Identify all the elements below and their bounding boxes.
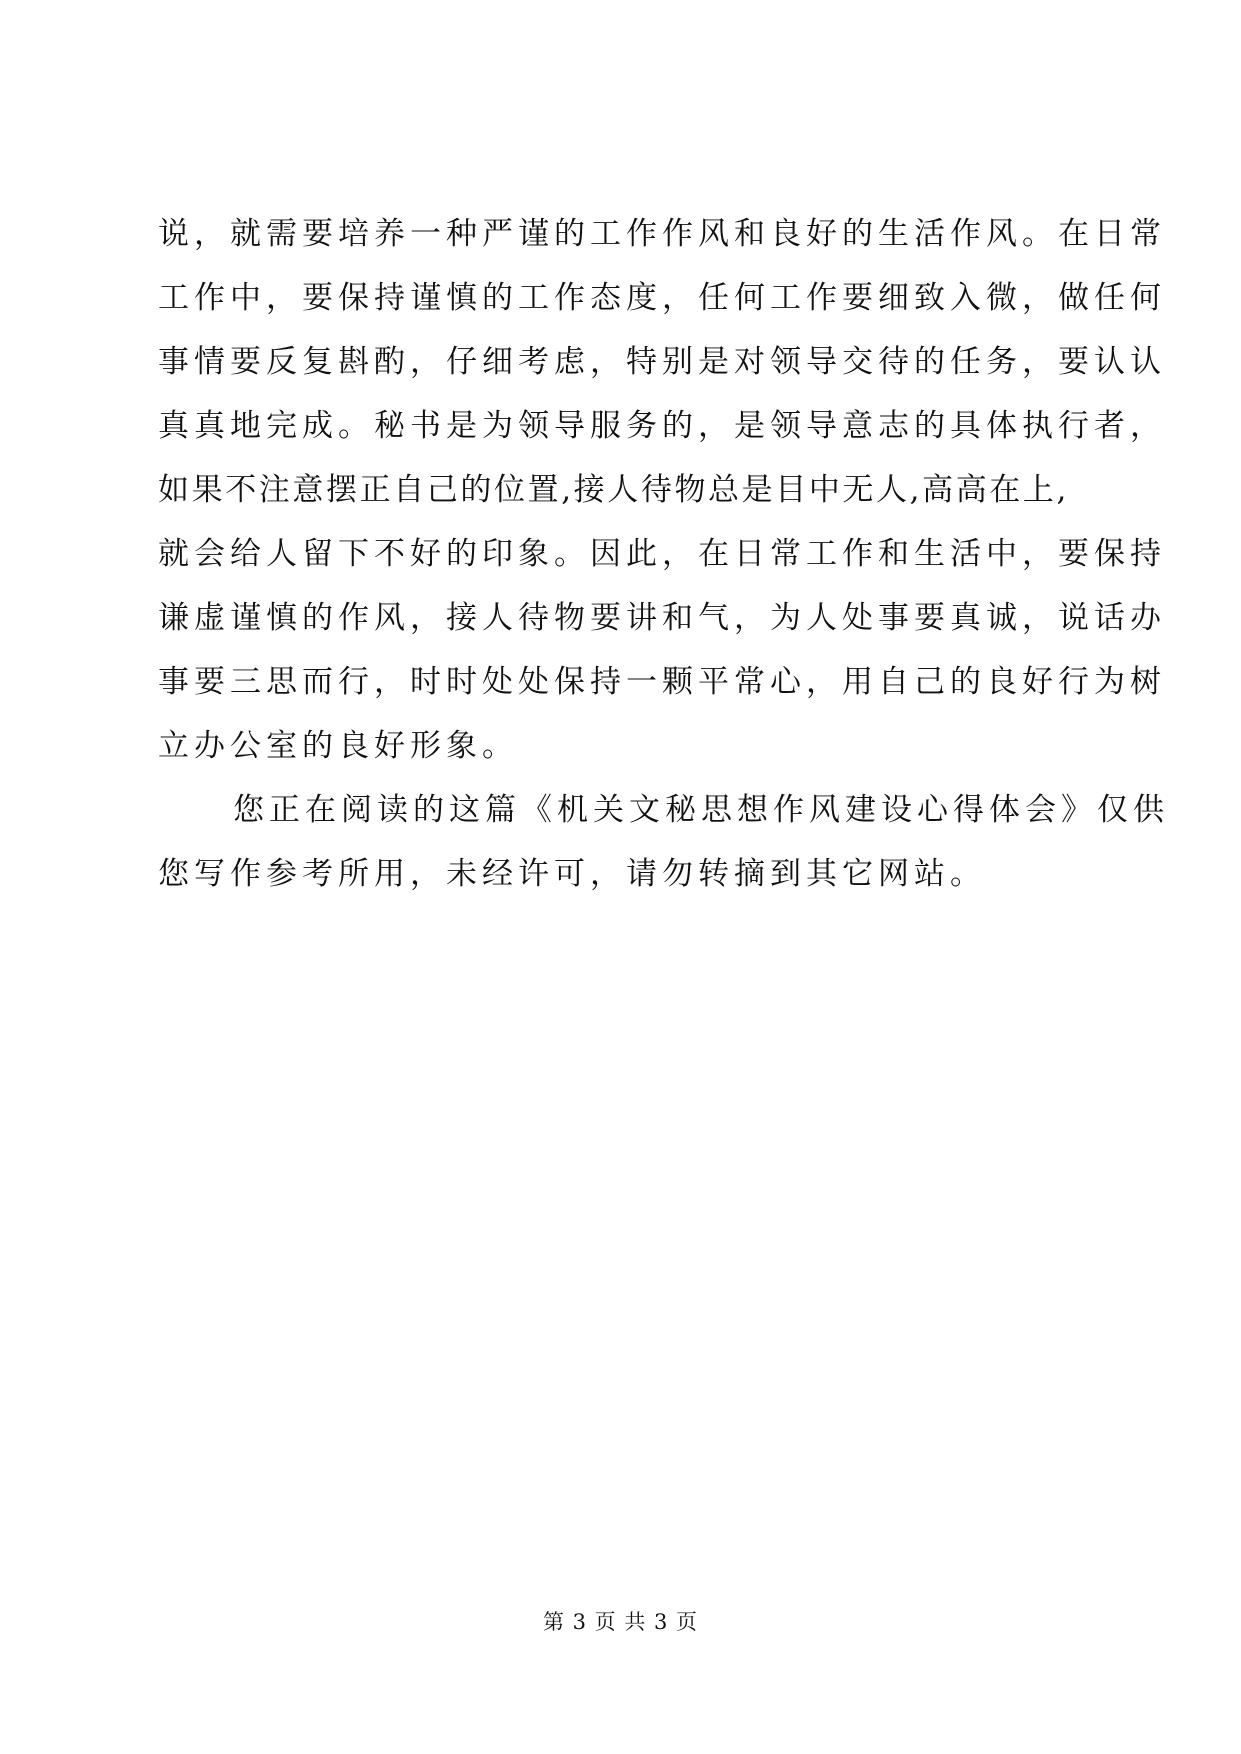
paragraph-line: 事情要反复斟酌，仔细考虑，特别是对领导交待的任务，要认认: [158, 344, 1166, 380]
document-body: [158, 212, 1169, 916]
notice-line: 您正在阅读的这篇《机关文秘思想作风建设心得体会》仅供: [233, 792, 1169, 828]
paragraph-line: 如果不注意摆正自己的位置,接人待物总是目中无人,高高在上,: [158, 472, 1069, 508]
paragraph-line: 工作中，要保持谨慎的工作态度，任何工作要细致入微，做任何: [158, 280, 1166, 316]
paragraph-line: 立办公室的良好形象。: [158, 728, 518, 764]
paragraph-line: 就会给人留下不好的印象。因此，在日常工作和生活中，要保持: [158, 536, 1166, 572]
paragraph-line: 谦虚谨慎的作风，接人待物要讲和气，为人处事要真诚，说话办: [158, 600, 1166, 636]
paragraph-line: 真真地完成。秘书是为领导服务的，是领导意志的具体执行者，: [158, 408, 1166, 444]
page-number-footer: 第 3 页 共 3 页: [542, 1610, 699, 1634]
paragraph-line: 事要三思而行，时时处处保持一颗平常心，用自己的良好行为树: [158, 664, 1166, 700]
notice-line: 您写作参考所用，未经许可，请勿转摘到其它网站。: [158, 856, 986, 892]
paragraph-line: 说，就需要培养一种严谨的工作作风和良好的生活作风。在日常: [158, 216, 1166, 252]
